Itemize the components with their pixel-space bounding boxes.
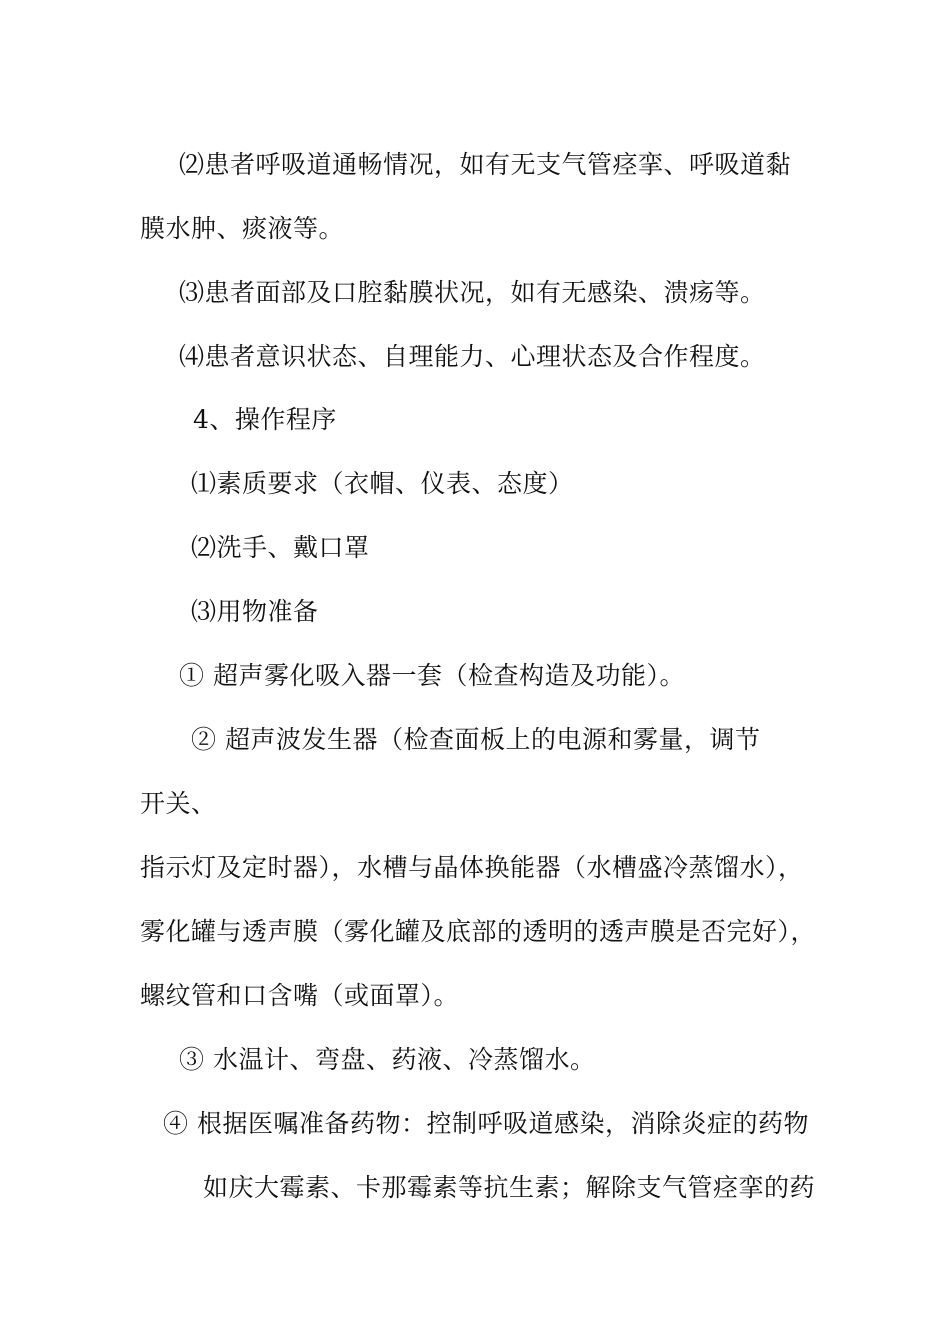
text-line: ① 超声雾化吸入器一套（检查构造及功能）。 (179, 661, 685, 690)
text-line: 开关、 (140, 789, 217, 818)
text-line: ⑵洗手、戴口罩 (191, 533, 370, 562)
section-heading: 4、操作程序 (193, 405, 337, 434)
text-line: ⑵患者呼吸道通畅情况，如有无支气管痉挛、呼吸道黏 (179, 150, 792, 179)
text-line: 雾化罐与透声膜（雾化罐及底部的透明的透声膜是否完好）， (140, 917, 817, 946)
text-line: 膜水肿、痰液等。 (140, 214, 345, 243)
text-line: 如庆大霉素、卡那霉素等抗生素；解除支气管痉挛的药 (203, 1173, 816, 1202)
text-line: ⑶用物准备 (191, 597, 319, 626)
text-line: ③ 水温计、弯盘、药液、冷蒸馏水。 (179, 1045, 596, 1074)
text-line: 指示灯及定时器），水槽与晶体换能器（水槽盛冷蒸馏水）， (140, 853, 804, 882)
text-line: ④ 根据医嘱准备药物：控制呼吸道感染，消除炎症的药物 (163, 1109, 809, 1138)
text-line: ⑴素质要求（衣帽、仪表、态度） (191, 469, 574, 498)
text-line: 螺纹管和口含嘴（或面罩）。 (140, 981, 460, 1010)
text-line: ⑷患者意识状态、自理能力、心理状态及合作程度。 (179, 342, 766, 371)
text-line: ② 超声波发生器（检查面板上的电源和雾量，调节 (191, 725, 761, 754)
text-line: ⑶患者面部及口腔黏膜状况，如有无感染、溃疡等。 (179, 278, 766, 307)
